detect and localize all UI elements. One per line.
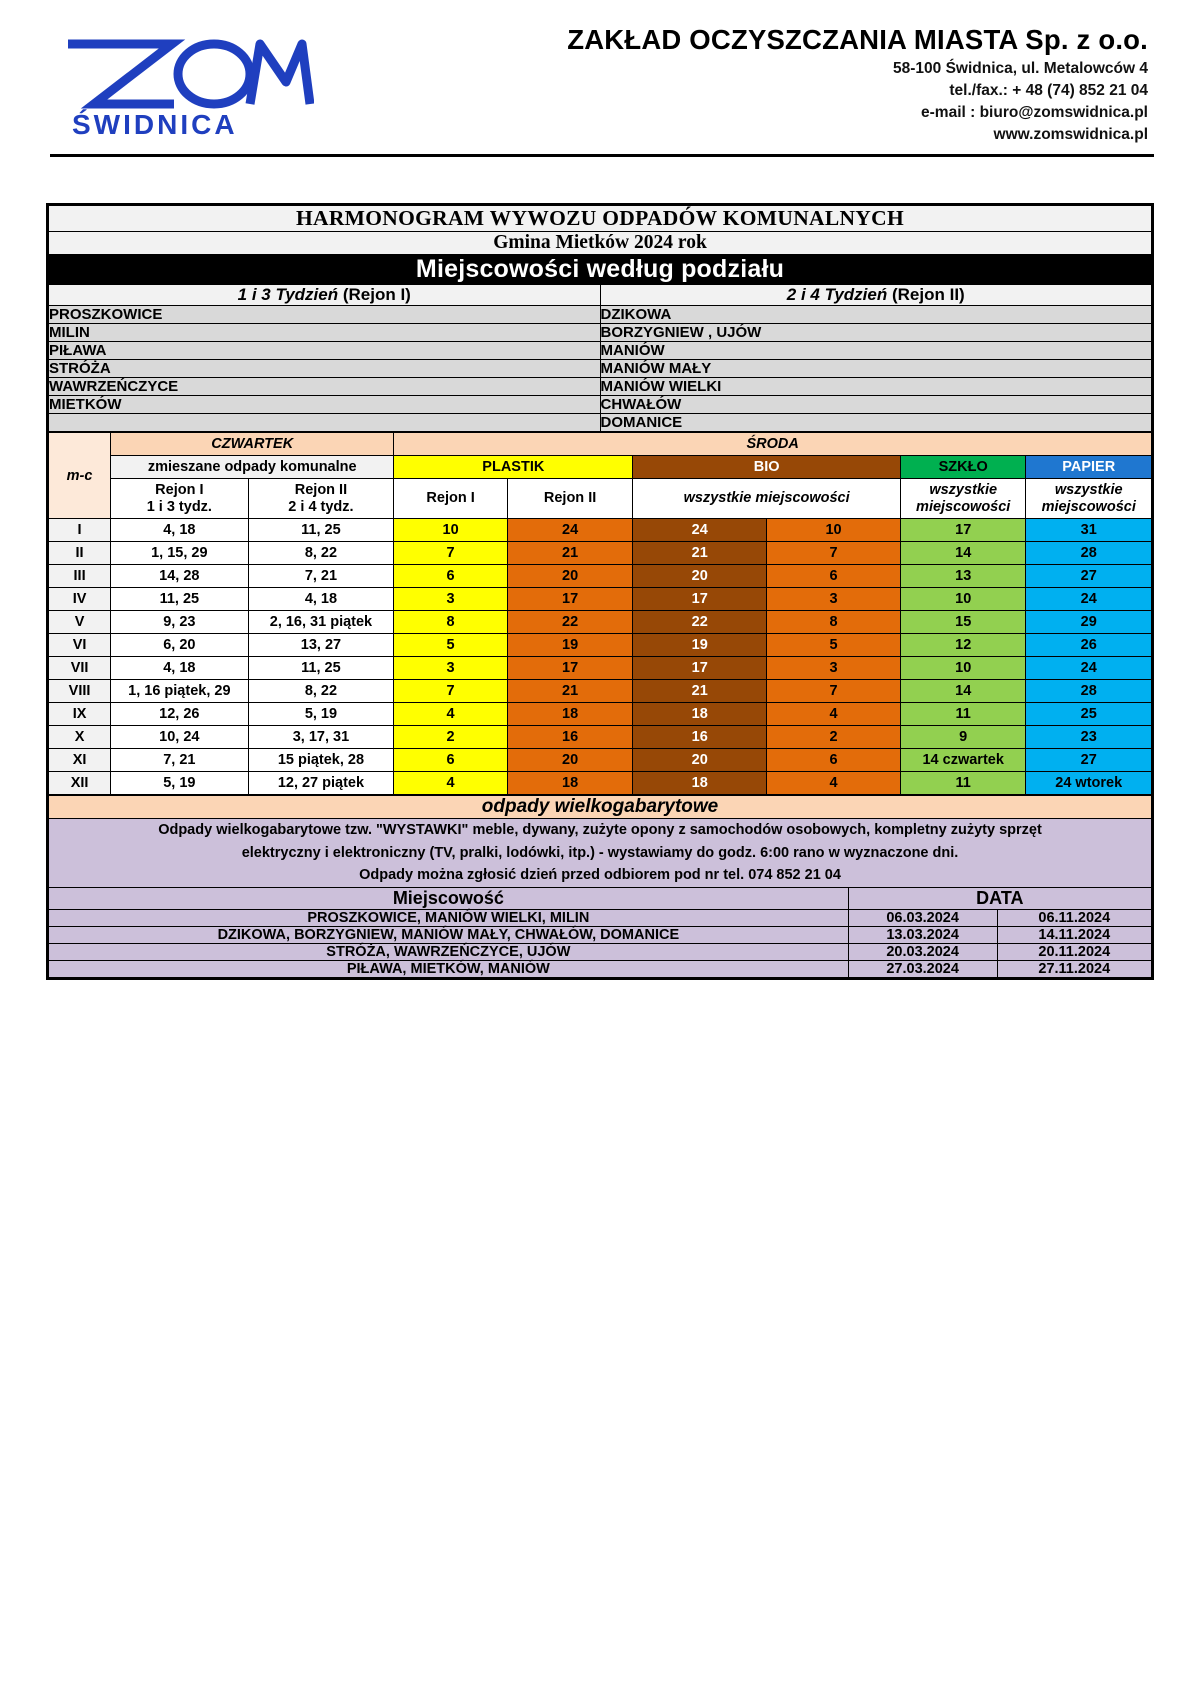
glass-cell: 11 <box>900 772 1025 795</box>
bulky-waste-table <box>48 795 1152 977</box>
plastic-region1-cell: 3 <box>394 657 508 680</box>
mixed-region2-cell: 12, 27 piątek <box>248 772 394 795</box>
schedule-day-header-row <box>49 433 1152 456</box>
region2-header <box>600 285 1152 306</box>
mixed-region2-cell: 3, 17, 31 <box>248 726 394 749</box>
month-cell: III <box>49 565 111 588</box>
bulky-note <box>49 819 1152 887</box>
table-row <box>49 657 1152 680</box>
bio-region2-cell: 5 <box>767 634 901 657</box>
mixed-region2-cell: 4, 18 <box>248 588 394 611</box>
bio-region1-cell: 17 <box>633 657 767 680</box>
bio-region2-cell: 2 <box>767 726 901 749</box>
region2-locality: MANIÓW <box>600 342 1152 360</box>
table-row <box>49 909 1152 926</box>
bulky-note-row <box>49 819 1152 887</box>
bulky-title: odpady wielkogabarytowe <box>49 796 1152 819</box>
bulky-date1-cell: 20.03.2024 <box>848 943 997 960</box>
svg-text:ŚWIDNICA: ŚWIDNICA <box>72 109 238 140</box>
bio-region1-cell: 20 <box>633 565 767 588</box>
mixed-region2-subheader <box>248 479 394 519</box>
plastic-region2-cell: 17 <box>507 657 632 680</box>
paper-cell: 25 <box>1026 703 1152 726</box>
locality-row <box>49 342 1152 360</box>
month-cell: II <box>49 542 111 565</box>
paper-sub-line1: wszystkie <box>1054 482 1123 498</box>
schedule-type-header-row <box>49 456 1152 479</box>
bio-all-localities-subheader: wszystkie miejscowości <box>633 479 901 519</box>
wednesday-header: ŚRODA <box>394 433 1152 456</box>
plastic-region1-cell: 6 <box>394 565 508 588</box>
bio-region1-cell: 21 <box>633 680 767 703</box>
mixed-region2-cell: 8, 22 <box>248 542 394 565</box>
bulky-note-line1: Odpady wielkogabarytowe tzw. "WYSTAWKI" meble, dywany, zużyte opony z samochodów osobowych, kompletny zużyty sprzęt <box>158 822 1042 839</box>
bulky-place-cell: PROSZKOWICE, MANIÓW WIELKI, MILIN <box>49 909 849 926</box>
bulky-date1-cell: 06.03.2024 <box>848 909 997 926</box>
plastic-region1-subheader: Rejon I <box>394 479 508 519</box>
glass-cell: 14 <box>900 680 1025 703</box>
bio-region1-cell: 22 <box>633 611 767 634</box>
bio-region1-cell: 21 <box>633 542 767 565</box>
table-row <box>49 519 1152 542</box>
month-cell: IV <box>49 588 111 611</box>
mixed-region1-cell: 1, 15, 29 <box>111 542 248 565</box>
region2-locality: MANIÓW WIELKI <box>600 378 1152 396</box>
month-cell: VII <box>49 657 111 680</box>
glass-cell: 14 <box>900 542 1025 565</box>
header-divider <box>50 154 1154 157</box>
plastic-region2-cell: 22 <box>507 611 632 634</box>
sheet-subtitle-row <box>49 232 1152 255</box>
glass-sub-line2: miejscowości <box>916 498 1011 515</box>
month-cell: VIII <box>49 680 111 703</box>
bio-region1-cell: 18 <box>633 772 767 795</box>
plastic-region2-cell: 19 <box>507 634 632 657</box>
locality-row <box>49 378 1152 396</box>
plastic-region1-cell: 5 <box>394 634 508 657</box>
schedule-sheet <box>46 203 1154 980</box>
region2-locality: BORZYGNIEW , UJÓW <box>600 324 1152 342</box>
table-row <box>49 943 1152 960</box>
plastic-region2-cell: 20 <box>507 749 632 772</box>
bulky-title-row <box>49 796 1152 819</box>
mixed-region1-cell: 10, 24 <box>111 726 248 749</box>
table-row <box>49 960 1152 977</box>
mixed-region2-cell: 5, 19 <box>248 703 394 726</box>
mixed-region2-cell: 13, 27 <box>248 634 394 657</box>
region2-locality: CHWAŁÓW <box>600 396 1152 414</box>
paper-sub-line2: miejscowości <box>1041 498 1136 515</box>
region2-weeks: 2 i 4 Tydzień <box>786 285 888 304</box>
table-row <box>49 565 1152 588</box>
company-address: 58-100 Świdnica, ul. Metalowców 4 <box>893 60 1148 77</box>
bio-region1-cell: 24 <box>633 519 767 542</box>
paper-all-localities-subheader <box>1026 479 1152 519</box>
glass-cell: 11 <box>900 703 1025 726</box>
bio-region2-cell: 7 <box>767 680 901 703</box>
plastic-region1-cell: 7 <box>394 680 508 703</box>
plastic-region2-cell: 21 <box>507 680 632 703</box>
bulky-note-line3: Odpady można zgłosić dzień przed odbiorem pod nr tel. 074 852 21 04 <box>359 867 841 884</box>
bio-region2-cell: 10 <box>767 519 901 542</box>
mixed-region2-name: Rejon II <box>294 482 348 498</box>
bio-region2-cell: 4 <box>767 772 901 795</box>
bio-region1-cell: 16 <box>633 726 767 749</box>
mixed-region1-cell: 11, 25 <box>111 588 248 611</box>
sheet-subtitle: Gmina Mietków 2024 rok <box>49 232 1152 255</box>
region2-locality: DZIKOWA <box>600 306 1152 324</box>
mixed-region1-cell: 5, 19 <box>111 772 248 795</box>
region2-name: (Rejon II) <box>891 285 965 304</box>
mixed-region1-cell: 6, 20 <box>111 634 248 657</box>
plastic-region1-cell: 2 <box>394 726 508 749</box>
locality-row <box>49 396 1152 414</box>
localities-banner-row <box>49 255 1152 285</box>
paper-cell: 26 <box>1026 634 1152 657</box>
region1-locality: PROSZKOWICE <box>49 306 601 324</box>
paper-cell: 24 <box>1026 657 1152 680</box>
company-email: e-mail : biuro@zomswidnica.pl <box>921 104 1148 121</box>
locality-row <box>49 306 1152 324</box>
glass-cell: 13 <box>900 565 1025 588</box>
mixed-region1-cell: 4, 18 <box>111 657 248 680</box>
mixed-region1-cell: 14, 28 <box>111 565 248 588</box>
paper-cell: 28 <box>1026 680 1152 703</box>
table-row <box>49 926 1152 943</box>
month-cell: IX <box>49 703 111 726</box>
bulky-date2-cell: 20.11.2024 <box>997 943 1151 960</box>
mixed-region1-cell: 7, 21 <box>111 749 248 772</box>
month-cell: XII <box>49 772 111 795</box>
plastic-region1-cell: 4 <box>394 703 508 726</box>
region1-locality <box>49 414 601 432</box>
plastic-region2-cell: 17 <box>507 588 632 611</box>
plastic-region2-cell: 18 <box>507 703 632 726</box>
bulky-date-header: DATA <box>848 887 1151 909</box>
company-logo <box>54 24 324 140</box>
bulky-place-cell: PIŁAWA, MIETKÓW, MANIÓW <box>49 960 849 977</box>
region1-locality: STRÓŻA <box>49 360 601 378</box>
month-cell: XI <box>49 749 111 772</box>
mixed-region1-cell: 1, 16 piątek, 29 <box>111 680 248 703</box>
glass-cell: 17 <box>900 519 1025 542</box>
table-row <box>49 703 1152 726</box>
glass-cell: 10 <box>900 657 1025 680</box>
region1-header <box>49 285 601 306</box>
glass-all-localities-subheader <box>900 479 1025 519</box>
bio-region1-cell: 20 <box>633 749 767 772</box>
thursday-header: CZWARTEK <box>111 433 394 456</box>
month-cell: VI <box>49 634 111 657</box>
region1-name: (Rejon I) <box>342 285 411 304</box>
plastic-region2-cell: 20 <box>507 565 632 588</box>
zom-logo-icon <box>54 30 314 140</box>
plastic-region1-cell: 7 <box>394 542 508 565</box>
region1-locality: PIŁAWA <box>49 342 601 360</box>
collection-schedule-table <box>48 432 1152 795</box>
paper-cell: 23 <box>1026 726 1152 749</box>
bio-region2-cell: 6 <box>767 749 901 772</box>
plastic-region2-cell: 21 <box>507 542 632 565</box>
table-row <box>49 588 1152 611</box>
plastic-region1-cell: 4 <box>394 772 508 795</box>
month-cell: X <box>49 726 111 749</box>
mixed-region2-cell: 11, 25 <box>248 657 394 680</box>
bulky-place-header: Miejscowość <box>49 887 849 909</box>
bio-region2-cell: 6 <box>767 565 901 588</box>
plastic-region1-cell: 8 <box>394 611 508 634</box>
bulky-date2-cell: 06.11.2024 <box>997 909 1151 926</box>
region2-locality: MANIÓW MAŁY <box>600 360 1152 378</box>
localities-banner: Miejscowości według podziału <box>49 255 1152 285</box>
mixed-region1-cell: 4, 18 <box>111 519 248 542</box>
glass-sub-line1: wszystkie <box>929 482 998 498</box>
region1-weeks: 1 i 3 Tydzień <box>237 285 339 304</box>
table-row <box>49 749 1152 772</box>
bulky-place-cell: STRÓŻA, WAWRZEŃCZYCE, UJÓW <box>49 943 849 960</box>
mixed-region1-cell: 12, 26 <box>111 703 248 726</box>
bulky-header-row <box>49 887 1152 909</box>
company-phone: tel./fax.: + 48 (74) 852 21 04 <box>949 82 1148 99</box>
mixed-region2-cell: 15 piątek, 28 <box>248 749 394 772</box>
glass-cell: 9 <box>900 726 1025 749</box>
document-header <box>40 18 1160 144</box>
plastic-region2-cell: 16 <box>507 726 632 749</box>
paper-cell: 27 <box>1026 749 1152 772</box>
bio-region2-cell: 4 <box>767 703 901 726</box>
mixed-region2-cell: 2, 16, 31 piątek <box>248 611 394 634</box>
locality-row <box>49 324 1152 342</box>
bulky-place-cell: DZIKOWA, BORZYGNIEW, MANIÓW MAŁY, CHWAŁÓW, DOMANICE <box>49 926 849 943</box>
glass-header: SZKŁO <box>900 456 1025 479</box>
table-row <box>49 542 1152 565</box>
table-row <box>49 680 1152 703</box>
mixed-waste-header: zmieszane odpady komunalne <box>111 456 394 479</box>
company-details <box>324 24 1154 144</box>
region1-locality: MILIN <box>49 324 601 342</box>
bio-region2-cell: 8 <box>767 611 901 634</box>
mixed-region1-weeks: 1 i 3 tydz. <box>146 498 212 515</box>
plastic-region2-cell: 24 <box>507 519 632 542</box>
region1-locality: MIETKÓW <box>49 396 601 414</box>
locality-row <box>49 360 1152 378</box>
schedule-subheader-row <box>49 479 1152 519</box>
mixed-region2-weeks: 2 i 4 tydz. <box>288 498 354 515</box>
paper-cell: 29 <box>1026 611 1152 634</box>
sheet-title-row <box>49 206 1152 232</box>
company-name: ZAKŁAD OCZYSZCZANIA MIASTA Sp. z o.o. <box>567 24 1148 55</box>
bulky-date2-cell: 14.11.2024 <box>997 926 1151 943</box>
plastic-header: PLASTIK <box>394 456 633 479</box>
mixed-region2-cell: 8, 22 <box>248 680 394 703</box>
table-row <box>49 634 1152 657</box>
bio-region1-cell: 19 <box>633 634 767 657</box>
mixed-region2-cell: 11, 25 <box>248 519 394 542</box>
localities-table <box>48 205 1152 432</box>
paper-cell: 31 <box>1026 519 1152 542</box>
plastic-region1-cell: 3 <box>394 588 508 611</box>
paper-cell: 24 wtorek <box>1026 772 1152 795</box>
plastic-region1-cell: 6 <box>394 749 508 772</box>
month-column-header: m-c <box>49 433 111 519</box>
bio-header: BIO <box>633 456 901 479</box>
region-headers-row <box>49 285 1152 306</box>
bio-region1-cell: 18 <box>633 703 767 726</box>
bulky-date1-cell: 13.03.2024 <box>848 926 997 943</box>
mixed-region1-cell: 9, 23 <box>111 611 248 634</box>
table-row <box>49 772 1152 795</box>
bulky-date1-cell: 27.03.2024 <box>848 960 997 977</box>
month-cell: V <box>49 611 111 634</box>
region1-locality: WAWRZEŃCZYCE <box>49 378 601 396</box>
sheet-title: HARMONOGRAM WYWOZU ODPADÓW KOMUNALNYCH <box>49 206 1152 232</box>
mixed-region2-cell: 7, 21 <box>248 565 394 588</box>
bio-region2-cell: 3 <box>767 588 901 611</box>
plastic-region2-subheader: Rejon II <box>507 479 632 519</box>
region2-locality: DOMANICE <box>600 414 1152 432</box>
paper-cell: 28 <box>1026 542 1152 565</box>
paper-cell: 27 <box>1026 565 1152 588</box>
mixed-region1-subheader <box>111 479 248 519</box>
glass-cell: 10 <box>900 588 1025 611</box>
table-row <box>49 726 1152 749</box>
glass-cell: 12 <box>900 634 1025 657</box>
bulky-note-line2: elektryczny i elektroniczny (TV, pralki, lodówki, itp.) - wystawiamy do godz. 6:00 rano w wyznaczone dni. <box>241 844 959 861</box>
table-row <box>49 611 1152 634</box>
bulky-date2-cell: 27.11.2024 <box>997 960 1151 977</box>
month-cell: I <box>49 519 111 542</box>
bio-region2-cell: 3 <box>767 657 901 680</box>
locality-row <box>49 414 1152 432</box>
glass-cell: 14 czwartek <box>900 749 1025 772</box>
paper-header: PAPIER <box>1026 456 1152 479</box>
mixed-region1-name: Rejon I <box>155 482 204 498</box>
plastic-region2-cell: 18 <box>507 772 632 795</box>
company-website: www.zomswidnica.pl <box>993 126 1148 143</box>
plastic-region1-cell: 10 <box>394 519 508 542</box>
bio-region1-cell: 17 <box>633 588 767 611</box>
glass-cell: 15 <box>900 611 1025 634</box>
paper-cell: 24 <box>1026 588 1152 611</box>
bio-region2-cell: 7 <box>767 542 901 565</box>
